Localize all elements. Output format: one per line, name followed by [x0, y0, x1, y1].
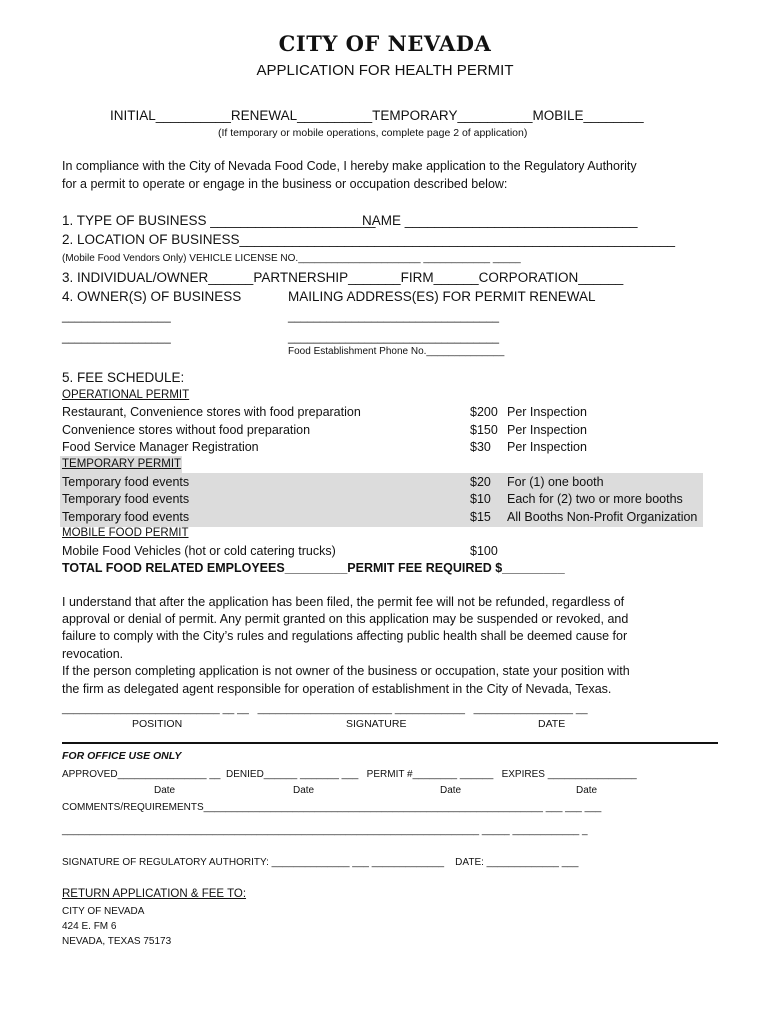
- statement-line: I understand that after the application has been filed, the permit fee will not be refunded, regardless of: [62, 595, 625, 609]
- fee-unit: For (1) one booth: [507, 475, 604, 489]
- owner-name-line[interactable]: _________________: [62, 311, 171, 323]
- phone-number-field[interactable]: Food Establishment Phone No.______________: [288, 346, 505, 357]
- position-label: POSITION: [132, 718, 183, 730]
- office-approvals-line[interactable]: APPROVED________________ __ DENIED______ _______ ___ PERMIT #________ ______ EXPIRES ________________: [62, 769, 637, 780]
- fee-label: Food Service Manager Registration: [62, 440, 259, 454]
- fee-label: Temporary food events: [62, 510, 190, 524]
- statement-line: If the person completing application is not owner of the business or occupation, state your position with: [62, 664, 630, 678]
- fee-amount: $150: [470, 423, 498, 437]
- intro-line: In compliance with the City of Nevada Food Code, I hereby make application to the Regulatory Authority: [62, 159, 637, 173]
- fee-label: Restaurant, Convenience stores with food preparation: [62, 405, 361, 419]
- fee-label: Convenience stores without food preparation: [62, 423, 311, 437]
- intro-line: for a permit to operate or engage in the business or occupation described below:: [62, 177, 508, 191]
- business-location-field[interactable]: 2. LOCATION OF BUSINESS__________________________________________________________: [62, 232, 676, 247]
- statement-line: approval or denial of permit. Any permit granted on this application may be suspended or revoked, and: [62, 612, 629, 626]
- fee-amount: $100: [470, 544, 498, 558]
- mailing-address-line[interactable]: _________________________________: [288, 332, 500, 344]
- fee-unit: Per Inspection: [507, 440, 587, 454]
- business-name-field[interactable]: NAME _______________________________: [362, 213, 638, 228]
- permit-type-note: (If temporary or mobile operations, complete page 2 of application): [218, 127, 528, 139]
- office-use-heading: FOR OFFICE USE ONLY: [62, 750, 182, 762]
- fee-unit: Per Inspection: [507, 405, 587, 419]
- temporary-permit-heading: TEMPORARY PERMIT: [62, 458, 182, 470]
- fee-unit: All Booths Non-Profit Organization: [507, 510, 698, 524]
- fee-unit: Per Inspection: [507, 423, 587, 437]
- vehicle-license-field[interactable]: (Mobile Food Vendors Only) VEHICLE LICENSE NO.______________________ ____________ _____: [62, 253, 521, 264]
- fee-amount: $10: [470, 492, 491, 506]
- operational-permit-heading: OPERATIONAL PERMIT: [62, 389, 190, 401]
- mobile-permit-heading: MOBILE FOOD PERMIT: [62, 527, 189, 539]
- date-caption: Date: [154, 785, 176, 796]
- date-caption: Date: [293, 785, 315, 796]
- owner-name-line[interactable]: _________________: [62, 332, 171, 344]
- fee-amount: $200: [470, 405, 498, 419]
- statement-line: revocation.: [62, 647, 124, 661]
- fee-label: Temporary food events: [62, 475, 190, 489]
- fee-amount: $15: [470, 510, 491, 524]
- signature-label: SIGNATURE: [346, 718, 407, 730]
- section-divider: [62, 742, 718, 744]
- date-caption: Date: [576, 785, 598, 796]
- page-title: CITY OF NEVADA: [278, 31, 492, 56]
- date-label: DATE: [538, 718, 566, 730]
- fee-unit: Each for (2) two or more booths: [507, 492, 683, 506]
- regulatory-signature-field[interactable]: SIGNATURE OF REGULATORY AUTHORITY: ______________ ___ _____________ DATE: _____________ ___: [62, 857, 579, 868]
- type-of-business-field[interactable]: 1. TYPE OF BUSINESS ______________________: [62, 213, 376, 228]
- comments-line[interactable]: ___________________________________________________________________________ _____ ____________ _: [62, 825, 588, 836]
- owners-label: 4. OWNER(S) OF BUSINESS: [62, 289, 242, 304]
- comments-field[interactable]: COMMENTS/REQUIREMENTS_____________________________________________________________ ___ ___ ___: [62, 802, 602, 813]
- fee-label: Mobile Food Vehicles (hot or cold catering trucks): [62, 544, 336, 558]
- statement-line: failure to comply with the City’s rules and regulations affecting public health shall be deemed cause for: [62, 629, 628, 643]
- return-address-line: NEVADA, TEXAS 75173: [62, 936, 172, 947]
- mailing-address-label: MAILING ADDRESS(ES) FOR PERMIT RENEWAL: [288, 289, 596, 304]
- total-fee-field[interactable]: TOTAL FOOD RELATED EMPLOYEES_________PERMIT FEE REQUIRED $_________: [62, 561, 565, 575]
- signature-line[interactable]: ___________________________ __ __ _______________________ ____________ _________________ __: [62, 703, 588, 715]
- page-subtitle: APPLICATION FOR HEALTH PERMIT: [256, 62, 514, 79]
- fee-label: Temporary food events: [62, 492, 190, 506]
- return-address-line: 424 E. FM 6: [62, 921, 117, 932]
- permit-type-options[interactable]: INITIAL__________RENEWAL__________TEMPORARY__________MOBILE________: [110, 108, 644, 123]
- fee-schedule-heading: 5. FEE SCHEDULE:: [62, 370, 185, 385]
- fee-amount: $30: [470, 440, 491, 454]
- fee-amount: $20: [470, 475, 491, 489]
- date-caption: Date: [440, 785, 462, 796]
- mailing-address-line[interactable]: _________________________________: [288, 311, 500, 323]
- ownership-type-field[interactable]: 3. INDIVIDUAL/OWNER______PARTNERSHIP_______FIRM______CORPORATION______: [62, 270, 624, 285]
- statement-line: the firm as delegated agent responsible for operation of establishment in the City of Nevada, Texas.: [62, 682, 612, 696]
- return-address-line: CITY OF NEVADA: [62, 906, 145, 917]
- return-heading: RETURN APPLICATION & FEE TO:: [62, 888, 247, 900]
